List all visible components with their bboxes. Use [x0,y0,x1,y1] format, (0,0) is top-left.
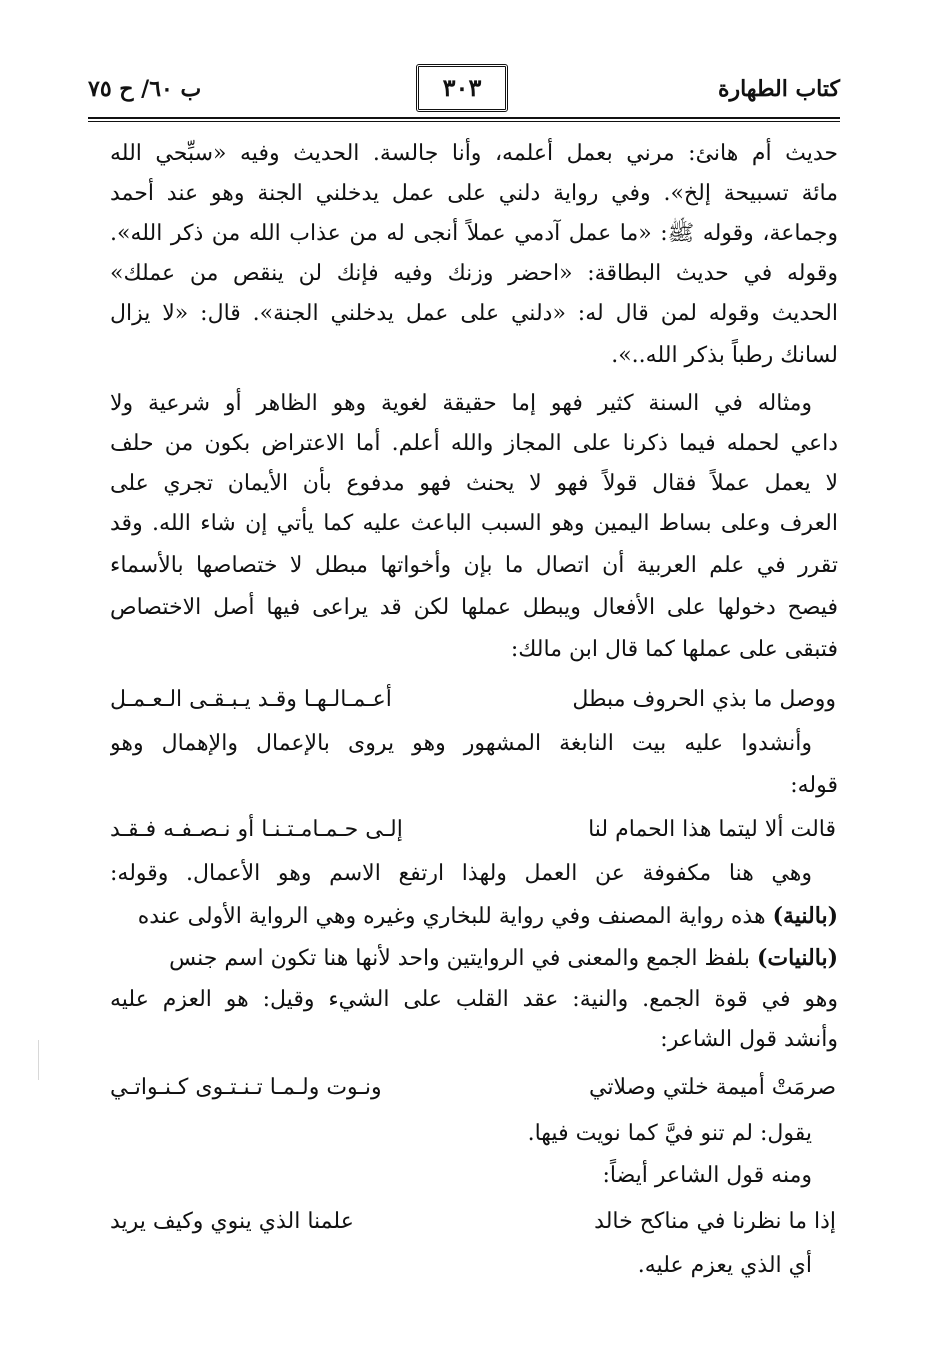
text-line: أي الذي يعزم عليه. [637,1253,812,1278]
text-line: فيصح دخولها على الأفعال ويبطل عملها لكن قد يراعى فيها أصل الاختصاص [110,595,838,620]
text-line: داعي لحمله فيما ذكرنا على المجاز والله أعلم. أما الاعتراض بكون من حلف [110,431,838,456]
bold-term: (بالنية) [772,903,838,929]
text-line: وجماعة، وقوله ﷺ: «ما عمل آدمي عملاً أنجى له من عذاب الله من ذكر الله». [110,221,838,246]
verse-second-hemistich: أعـمـالـهـا وقـد يـبـقـى الـعـمـل [110,687,392,712]
text-span: هذه رواية المصنف وفي رواية للبخاري وغيره وهي الرواية الأولى عنده [137,904,773,929]
verse-first-hemistich: صرمَتْ أميمة خلتي وصلاتي [589,1075,836,1100]
text-line: يقول: لم تنو فيَّ كما نويت فيها. [527,1121,812,1146]
text-line: لسانك رطباً بذكر الله..». [611,343,838,368]
text-line: وأنشدوا عليه بيت النابغة المشهور وهو يروى بالإعمال والإهمال وهو [110,731,812,756]
text-line: العرف وعلى بساط اليمين وهو السبب الباعث عليه كما يأتي إن شاء الله. وقد [110,511,838,536]
verse-second-hemistich: إلـى حـمـامـتـنـا أو نـصـفـه فـقـد [110,817,403,842]
text-span: بلفظ الجمع والمعنى في الروايتين واحد لأنها هنا تكون اسم جنس [169,946,757,971]
verse-first-hemistich: إذا ما نظرنا في مناكح خالد [594,1209,836,1234]
text-line: فتبقى على عملها كما قال ابن مالك: [510,637,838,662]
text-line: وهي هنا مكفوفة عن العمل ولهذا ارتفع الاسم وهو الأعمال. وقوله: [110,861,812,886]
verse-second-hemistich: ونـوت ولـمـا تـنـتـوى كـنـواتـي [110,1075,382,1100]
text-line [110,938,838,978]
verse-first-hemistich: ووصل ما بذي الحروف مبطل [572,687,836,712]
header-divider [88,117,840,119]
text-line: تقرر في علم العربية أن اتصال ما بإن وأخواتها مبطل لا ختصاصها بالأسماء [110,553,838,578]
text-line: قوله: [790,773,838,798]
bold-term: (بالنيات) [756,945,838,971]
text-line: مائة تسبيحة إلخ». وفي رواية دلني على عمل يدخلني الجنة وهو عند أحمد [110,181,838,206]
text-line [110,896,838,936]
text-line: ومثاله في السنة كثير فهو إما حقيقة لغوية وهو الظاهر أو شرعية ولا [110,391,812,416]
scan-margin-mark [38,1040,39,1080]
text-line: لا يعمل عملاً فقال قولاً فهو لا يحنث فهو مدفوع بأن الأيمان تجري على [110,471,838,496]
text-line: وقوله في حديث البطاقة: «احضر وزنك وفيه فإنك لن ينقص من عملك» [110,261,838,286]
verse-second-hemistich: علمنا الذي ينوي وكيف يريد [110,1209,354,1234]
page-header [88,62,840,116]
chapter-reference: ب ٦٠/ ح ٧٥ [88,76,202,102]
chapter-title: كتاب الطهارة [717,76,840,102]
text-line: وهو في قوة الجمع. والنية: عقد القلب على الشيء وقيل: هو العزم عليه [110,987,838,1012]
text-line: وأنشد قول الشاعر: [660,1027,838,1052]
text-line: ومنه قول الشاعر أيضاً: [602,1163,812,1188]
header-divider-thin [88,121,840,122]
verse-first-hemistich: قالت ألا ليتما هذا الحمام لنا [588,817,836,842]
text-line: الحديث وقوله لمن قال له: «دلني على عمل يدخلني الجنة». قال: «لا يزال [110,301,838,326]
text-line: حديث أم هانئ: مرني بعمل أعلمه، وأنا جالسة. الحديث وفيه «سبِّحي الله [110,141,838,166]
page-number: ٣٠٣ [416,64,508,112]
